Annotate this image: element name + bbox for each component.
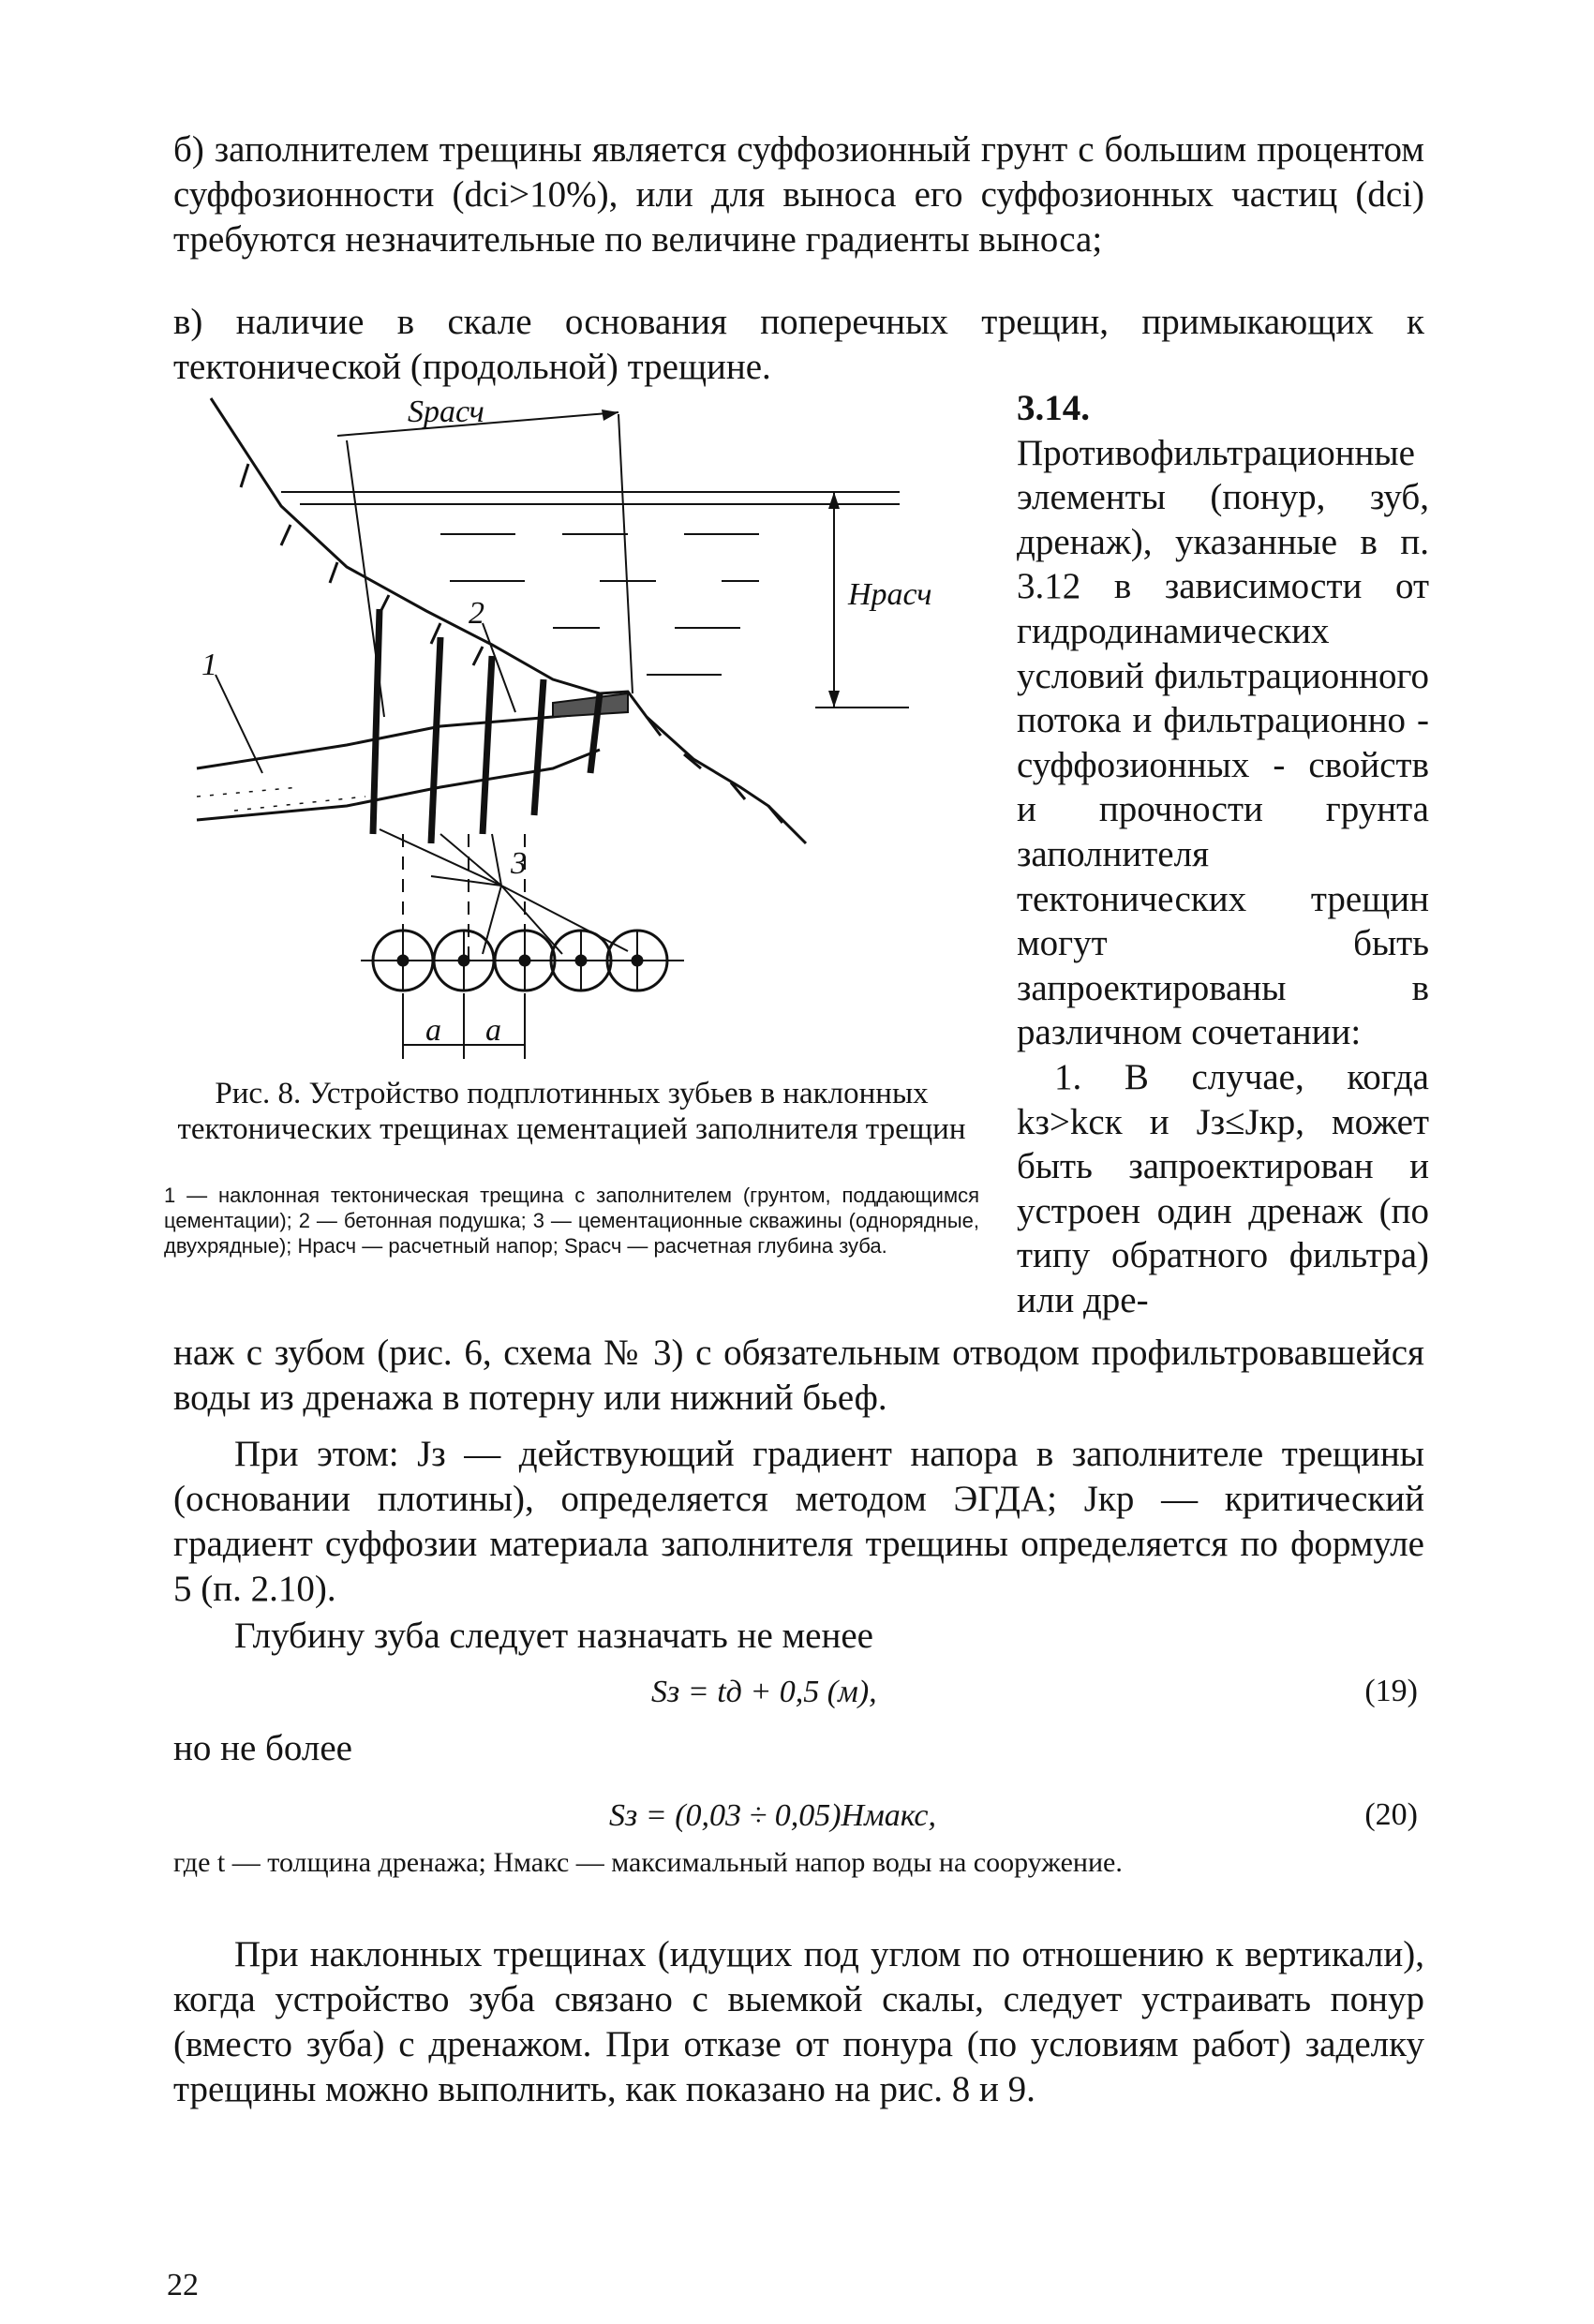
wells-plan: [361, 931, 684, 991]
paragraph-b: б) заполнителем трещины является суффозионный грунт с большим процентом суффозионности (dci>10%), или для выноса его суффозионных частиц (dci) требуются незначительные по величине градиенты выноса;: [173, 129, 1424, 260]
paragraph-continuation: наж с зубом (рис. 6, схема № 3) с обязательным отводом профильтровавшейся воды из дренажа в потерну или нижний бьеф.: [173, 1333, 1424, 1418]
label-1: 1: [201, 648, 217, 682]
paragraph-pri-etom: При этом: Jз — действующий градиент напора в заполнителе трещины (основании плотины), определяется методом ЭГДА; Jкр — критический градиент суффозии материала заполнителя трещины определяется по формуле 5 (п. 2.10).: [173, 1434, 1424, 1609]
figure-legend: 1 — наклонная тектоническая трещина с заполнителем (грунтом, поддающимся цементации); 2 — бетонная подушка; 3 — цементационные скважины (однорядные, двухрядные); Hрасч — расчетный напор; Sрасч — расчетная глубина зуба.: [164, 1184, 979, 1258]
water-surface: [281, 492, 900, 504]
page-number: 22: [167, 2268, 199, 2302]
tectonic-crack: [197, 710, 628, 820]
label-3: 3: [511, 846, 527, 881]
equation-20: Sз = (0,03 ÷ 0,05)Hмакс,: [609, 1798, 936, 1833]
concrete-pad: [553, 693, 628, 717]
where-note: где t — толщина дренажа; Hмакс — максимальный напор воды на сооружение.: [173, 1847, 1123, 1878]
case-1-text: 1. В случае, когда kз>kск и Jз≤Jкр, может быть запроектирован и устроен один дренаж (по типу обратного фильтра) или дре-: [1017, 1056, 1429, 1320]
paragraph-inclined-cracks: При наклонных трещинах (идущих под углом по отношению к вертикали), когда устройство зуба связано с выемкой скалы, следует устраивать понур (вместо зуба) с дренажом. При отказе от понура (по условиям работ) заделку трещины можно выполнить, как показано на рис. 8 и 9.: [173, 1934, 1424, 2109]
label-s-rasch: Sрасч: [408, 395, 484, 429]
label-a-2: a: [485, 1013, 501, 1048]
figure-caption: Рис. 8. Устройство подплотинных зубьев в наклонных тектонических трещинах цементацией заполнителя трещин: [177, 1077, 966, 1146]
side-column: [1017, 386, 1429, 1322]
equation-19-number: (19): [1364, 1674, 1418, 1708]
section-number: 3.14.: [1017, 388, 1090, 428]
section-3-14: [1017, 386, 1429, 1055]
figure-8: [159, 394, 984, 1059]
no-more-text: но не более: [173, 1728, 352, 1768]
label-h-rasch: Hрасч: [848, 577, 932, 612]
label-a-1: a: [425, 1013, 441, 1048]
equation-19: Sз = tд + 0,5 (м),: [651, 1675, 877, 1709]
paragraph-depth: Глубину зуба следует назначать не менее: [234, 1616, 873, 1656]
a-dimension: [403, 993, 525, 1059]
equation-20-number: (20): [1364, 1797, 1418, 1832]
paragraph-v: в) наличие в скале основания поперечных трещин, примыкающих к тектонической (продольной) трещине.: [173, 302, 1424, 387]
section-text: Противофильтрационные элементы (понур, зуб, дренаж), указанные в п. 3.12 в зависимости от гидродинамических условий фильтрационного потока и фильтрационно - суффозионных - свойств и прочности грунта заполнителя тектонических трещин могут быть запроектированы в различном сочетании:: [1017, 432, 1429, 1053]
label-2: 2: [469, 596, 484, 631]
cementation-wells: [373, 609, 600, 843]
